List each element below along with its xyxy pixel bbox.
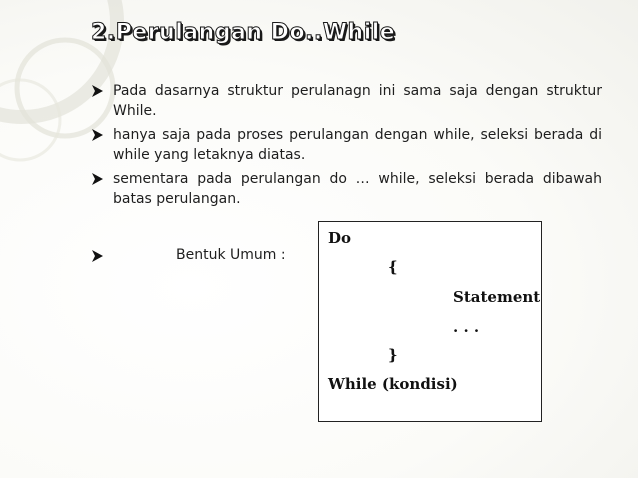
- arrow-bullet-icon: [92, 250, 103, 262]
- bullet-item: [92, 126, 602, 165]
- code-syntax-box: [318, 221, 542, 422]
- bullet-text: hanya saja pada proses perulangan dengan while, seleksi berada di while yang letaknya diatas.: [113, 127, 602, 163]
- arrow-bullet-icon: [92, 85, 103, 97]
- arrow-bullet-icon: [92, 173, 103, 185]
- bentuk-umum-label: Bentuk Umum :: [176, 247, 286, 263]
- bullet-item: [92, 170, 602, 209]
- bullet-list: [92, 82, 602, 214]
- code-ellipsis: . . .: [453, 318, 480, 336]
- bullet-text: sementara pada perulangan do … while, seleksi berada dibawah batas perulangan.: [113, 171, 602, 207]
- code-open-brace: {: [388, 258, 398, 276]
- slide-title: 2.Perulangan Do..While: [91, 20, 396, 45]
- bullet-item: [92, 82, 602, 121]
- bullet-text: Pada dasarnya struktur perulanagn ini sama saja dengan struktur While.: [113, 83, 602, 119]
- code-statement: Statement: [453, 288, 541, 306]
- code-do: Do: [328, 229, 352, 247]
- code-close-brace: }: [388, 346, 398, 364]
- arrow-bullet-icon: [92, 129, 103, 141]
- code-while: While (kondisi): [328, 375, 458, 393]
